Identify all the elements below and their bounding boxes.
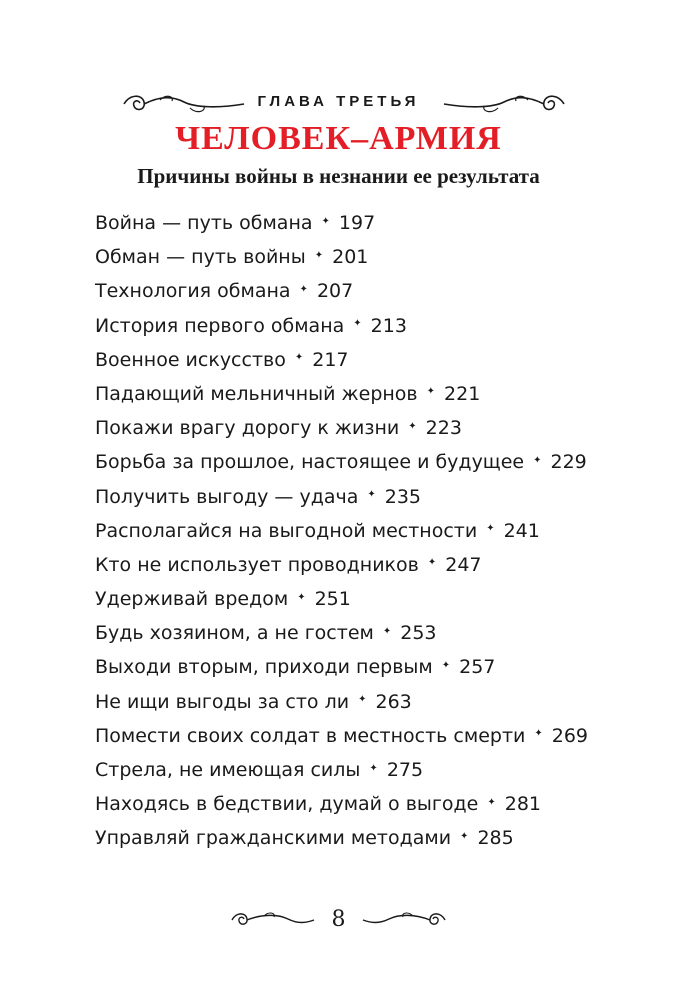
toc-item-page: 223: [425, 417, 462, 440]
toc-item-title: Кто не использует проводников: [95, 553, 419, 576]
toc-item-title: Не ищи выгоды за сто ли: [95, 690, 350, 713]
toc-item-title: Находясь в бедствии, думай о выгоде: [95, 793, 479, 816]
page-number: 8: [331, 907, 346, 932]
diamond-separator-icon: ✦: [358, 694, 367, 706]
toc-item: [95, 445, 655, 479]
toc-item: [95, 787, 655, 821]
toc-item: [95, 514, 655, 548]
diamond-separator-icon: ✦: [486, 523, 495, 535]
toc-item-title: Будь хозяином, а не гостем: [95, 622, 374, 645]
toc-item: [95, 582, 655, 616]
diamond-separator-icon: ✦: [487, 796, 496, 808]
toc-item-page: 213: [370, 314, 407, 337]
toc-item-title: Располагайся на выгодной местности: [95, 519, 478, 542]
toc-item: [95, 548, 655, 582]
toc-item-page: 285: [477, 827, 514, 850]
toc-item: [95, 480, 655, 514]
diamond-separator-icon: ✦: [534, 728, 543, 740]
toc-item-page: 197: [338, 212, 376, 234]
toc-item: [95, 753, 655, 787]
diamond-separator-icon: ✦: [299, 283, 308, 295]
toc-item-page: 201: [332, 246, 369, 269]
diamond-separator-icon: ✦: [367, 489, 376, 500]
toc-item-title: Удерживай вредом: [95, 588, 289, 611]
table-of-contents: [95, 206, 655, 856]
toc-item: [95, 240, 655, 274]
toc-item: [95, 719, 655, 753]
diamond-separator-icon: ✦: [314, 249, 324, 261]
toc-item: [95, 685, 655, 719]
toc-item-title: Покажи врагу дорогу к жизни: [95, 417, 400, 440]
right-footer-ornament-icon: [359, 909, 449, 931]
toc-item-page: 247: [445, 553, 482, 576]
diamond-separator-icon: ✦: [426, 386, 436, 398]
chapter-header: [0, 88, 677, 122]
toc-item: [95, 411, 655, 445]
toc-item-title: Стрела, не имеющая силы: [95, 759, 361, 781]
diamond-separator-icon: ✦: [369, 762, 378, 774]
diamond-separator-icon: ✦: [427, 557, 437, 569]
toc-item-page: 251: [314, 588, 351, 611]
diamond-separator-icon: ✦: [460, 830, 469, 842]
toc-item: [95, 377, 655, 411]
toc-item: [95, 650, 655, 684]
page-footer: [0, 905, 677, 937]
toc-item-title: Выходи вторым, приходи первым: [95, 656, 433, 679]
toc-item-title: Падающий мельничный жернов: [95, 382, 418, 405]
toc-item: [95, 821, 655, 855]
chapter-subtitle: Причины войны в незнании ее результата: [137, 164, 540, 188]
toc-item-title: Получить выгоду — удача: [95, 485, 359, 508]
toc-item-page: 229: [550, 451, 587, 474]
toc-item-page: 281: [504, 793, 542, 816]
toc-item-title: История первого обмана: [95, 314, 345, 337]
toc-item-title: Технология обмана: [95, 280, 291, 303]
toc-item: [95, 309, 655, 343]
diamond-separator-icon: ✦: [382, 625, 392, 637]
toc-item-title: Военное искусство: [95, 348, 286, 371]
toc-item: [95, 616, 655, 650]
toc-item-title: Борьба за прошлое, настоящее и будущее: [95, 451, 525, 474]
chapter-label: ГЛАВА ТРЕТЬЯ: [257, 93, 420, 110]
diamond-separator-icon: ✦: [294, 352, 304, 364]
toc-item: [95, 274, 655, 308]
toc-item-page: 263: [375, 690, 412, 713]
toc-item-page: 253: [400, 622, 437, 645]
toc-item-title: Война — путь обмана: [95, 212, 313, 234]
toc-item-title: Обман — путь войны: [95, 246, 306, 269]
toc-item-page: 269: [551, 724, 589, 747]
diamond-separator-icon: ✦: [408, 420, 417, 432]
toc-item-page: 235: [384, 485, 421, 508]
toc-item-page: 221: [444, 382, 481, 405]
diamond-separator-icon: ✦: [441, 659, 451, 671]
toc-item-page: 217: [312, 348, 349, 371]
diamond-separator-icon: ✦: [533, 454, 542, 466]
right-flourish-ornament-icon: [440, 92, 568, 116]
diamond-separator-icon: ✦: [353, 318, 362, 330]
toc-item-title: Управляй гражданскими методами: [95, 827, 452, 850]
toc-item-page: 275: [386, 759, 424, 781]
diamond-separator-icon: ✦: [297, 591, 306, 603]
diamond-separator-icon: ✦: [321, 215, 330, 227]
toc-item-title: Помести своих солдат в местность смерти: [95, 724, 526, 747]
toc-item-page: 241: [503, 519, 540, 542]
toc-item: [95, 206, 655, 240]
toc-item-page: 257: [459, 656, 496, 679]
toc-item-page: 207: [316, 280, 354, 303]
toc-item: [95, 343, 655, 377]
chapter-title: ЧЕЛОВЕК–АРМИЯ: [175, 120, 502, 157]
